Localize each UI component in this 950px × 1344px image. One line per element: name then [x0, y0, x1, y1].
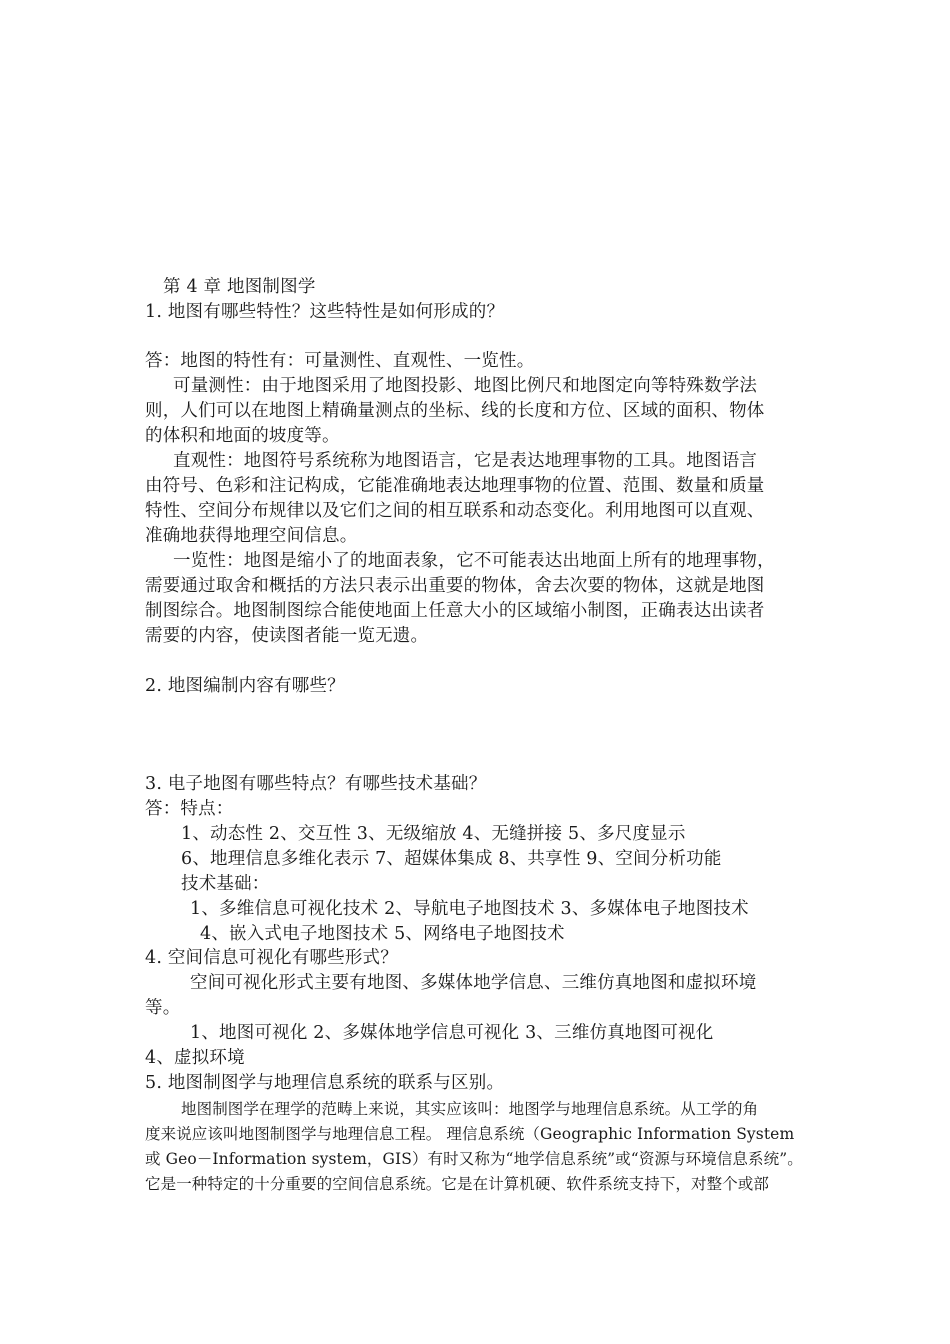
paragraph-line: 准确地获得地理空间信息。: [145, 526, 358, 546]
visualization-list-line: 4、虚拟环境: [145, 1048, 245, 1068]
paragraph-line: 需要通过取舍和概括的方法只表示出重要的物体，舍去次要的物体，这就是地图: [145, 576, 765, 596]
paragraph-line: 制图综合。地图制图综合能使地面上任意大小的区域缩小制图，正确表达出读者: [145, 601, 765, 621]
paragraph-line: 它是一种特定的十分重要的空间信息系统。它是在计算机硬、软件系统支持下，对整个或部: [145, 1175, 770, 1193]
question-2: 2. 地图编制内容有哪些？: [145, 676, 345, 696]
tech-list-line: 4、嵌入式电子地图技术 5、网络电子地图技术: [200, 924, 565, 944]
paragraph-line: 等。: [145, 998, 181, 1018]
tech-basis-label: 技术基础：: [181, 874, 270, 894]
question-3: 3. 电子地图有哪些特点？有哪些技术基础？: [145, 774, 487, 794]
paragraph-line: 度来说应该叫地图制图学与地理信息工程。 理信息系统（Geographic Information System: [145, 1125, 795, 1143]
paragraph-line: 一览性：地图是缩小了的地面表象，它不可能表达出地面上所有的地理事物，: [173, 551, 775, 571]
visualization-list-line: 1、地图可视化 2、多媒体地学信息可视化 3、三维仿真地图可视化: [190, 1023, 714, 1043]
feature-list-line: 1、动态性 2、交互性 3、无级缩放 4、无缝拼接 5、多尺度显示: [181, 824, 686, 844]
answer-3-intro: 答：特点：: [145, 799, 234, 819]
paragraph-line: 或 Geo－Information system，GIS）有时又称为“地学信息系统”或“资源与环境信息系统”。: [145, 1150, 803, 1168]
chapter-title: 第 4 章 地图制图学: [163, 277, 316, 297]
question-1: 1. 地图有哪些特性？这些特性是如何形成的？: [145, 302, 505, 322]
paragraph-line: 的体积和地面的坡度等。: [145, 426, 340, 446]
paragraph-line: 可量测性：由于地图采用了地图投影、地图比例尺和地图定向等特殊数学法: [173, 376, 758, 396]
paragraph-line: 地图制图学在理学的范畴上来说，其实应该叫：地图学与地理信息系统。从工学的角: [181, 1100, 759, 1118]
paragraph-line: 特性、空间分布规律以及它们之间的相互联系和动态变化。利用地图可以直观、: [145, 501, 765, 521]
paragraph-line: 直观性：地图符号系统称为地图语言，它是表达地理事物的工具。地图语言: [173, 451, 758, 471]
answer-1-intro: 答：地图的特性有：可量测性、直观性、一览性。: [145, 351, 535, 371]
paragraph-line: 由符号、色彩和注记构成，它能准确地表达地理事物的位置、范围、数量和质量: [145, 476, 765, 496]
question-4: 4. 空间信息可视化有哪些形式？: [145, 948, 398, 968]
paragraph-line: 空间可视化形式主要有地图、多媒体地学信息、三维仿真地图和虚拟环境: [190, 973, 757, 993]
tech-list-line: 1、多维信息可视化技术 2、导航电子地图技术 3、多媒体电子地图技术: [190, 899, 749, 919]
question-5: 5. 地图制图学与地理信息系统的联系与区别。: [145, 1073, 505, 1093]
feature-list-line: 6、地理信息多维化表示 7、超媒体集成 8、共享性 9、空间分析功能: [181, 849, 722, 869]
paragraph-line: 则，人们可以在地图上精确量测点的坐标、线的长度和方位、区域的面积、物体: [145, 401, 765, 421]
paragraph-line: 需要的内容，使读图者能一览无遗。: [145, 626, 429, 646]
